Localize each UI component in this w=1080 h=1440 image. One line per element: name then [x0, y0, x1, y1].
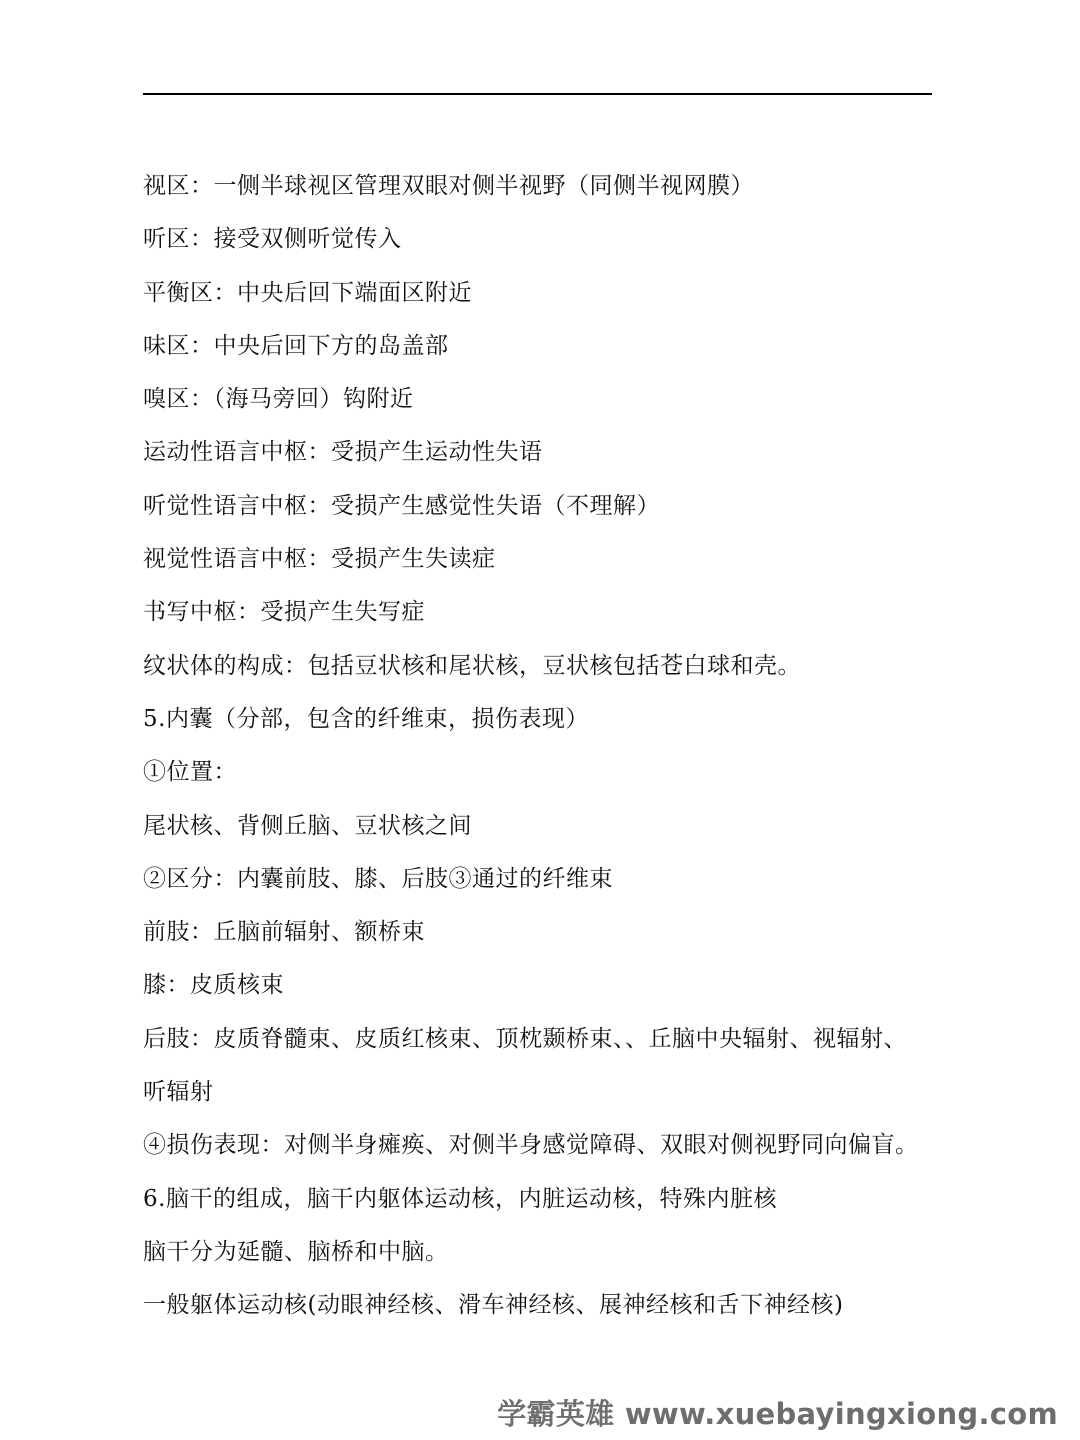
text-line-2: 听区：接受双侧听觉传入: [143, 226, 402, 253]
site-watermark: 学霸英雄 www.xuebayingxiong.com: [497, 1397, 1058, 1431]
text-line-21: 脑干分为延髓、脑桥和中脑。: [143, 1238, 449, 1265]
text-line-12: ①位置：: [143, 759, 237, 786]
text-line-3: 平衡区：中央后回下端面区附近: [143, 279, 472, 306]
text-line-17: 后肢：皮质脊髓束、皮质红核束、顶枕颞桥束、、丘脑中央辐射、视辐射、: [143, 1025, 907, 1052]
text-line-15: 前肢：丘脑前辐射、额桥束: [143, 919, 425, 946]
text-line-1: 视区：一侧半球视区管理双眼对侧半视野（同侧半视网膜）: [143, 173, 754, 199]
text-line-6: 运动性语言中枢：受损产生运动性失语: [143, 439, 543, 466]
header-rule: [143, 93, 932, 95]
section-heading-6: 6.脑干的组成，脑干内躯体运动核，内脏运动核，特殊内脏核: [143, 1185, 777, 1212]
text-line-8: 视觉性语言中枢：受损产生失读症: [143, 546, 496, 573]
text-line-16: 膝：皮质核束: [143, 972, 284, 999]
text-line-4: 味区：中央后回下方的岛盖部: [143, 332, 449, 359]
text-line-10: 纹状体的构成：包括豆状核和尾状核，豆状核包括苍白球和壳。: [143, 652, 801, 679]
section-heading-5: 5.内囊（分部，包含的纤维束，损伤表现）: [143, 705, 589, 732]
text-line-19: ④损伤表现：对侧半身瘫痪、对侧半身感觉障碍、双眼对侧视野同向偏盲。: [143, 1132, 919, 1159]
text-line-5: 嗅区：（海马旁回）钩附近: [143, 386, 414, 413]
document-body: [143, 160, 943, 1333]
text-line-22: 一般躯体运动核(动眼神经核、滑车神经核、展神经核和舌下神经核): [143, 1292, 844, 1319]
text-line-7: 听觉性语言中枢：受损产生感觉性失语（不理解）: [143, 492, 660, 519]
text-line-9: 书写中枢：受损产生失写症: [143, 599, 425, 626]
text-line-18: 听辐射: [143, 1079, 214, 1106]
text-line-14: ②区分：内囊前肢、膝、后肢③通过的纤维束: [143, 865, 613, 892]
text-line-13: 尾状核、背侧丘脑、豆状核之间: [143, 812, 472, 839]
